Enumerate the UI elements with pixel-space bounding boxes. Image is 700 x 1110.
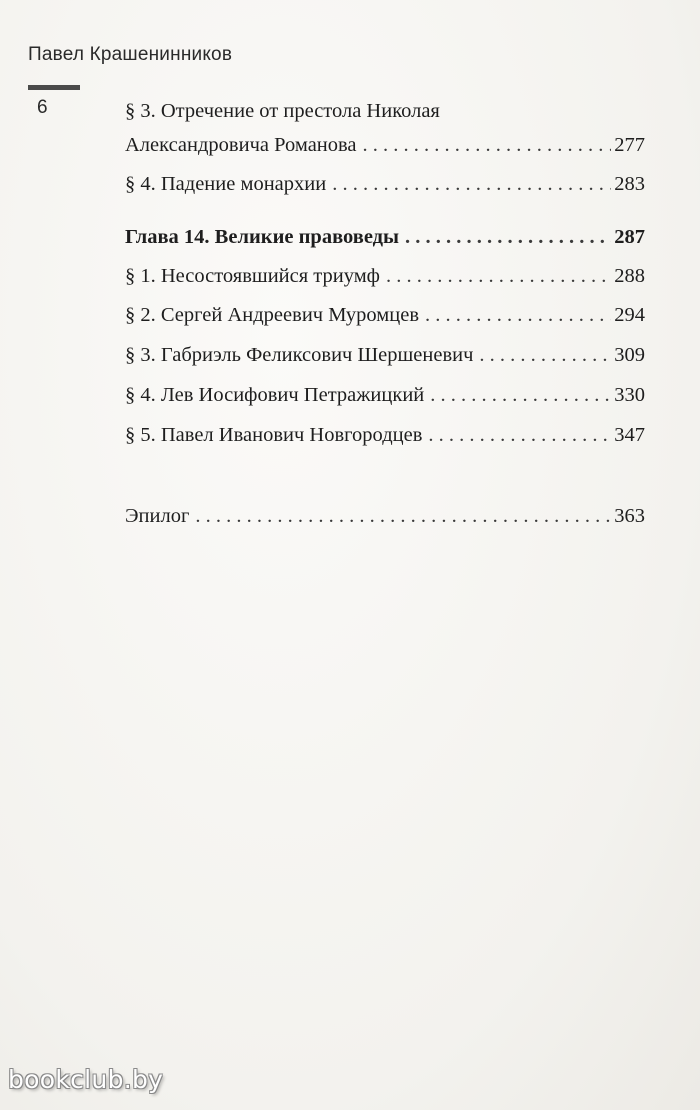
watermark-logo: bookclub.by bbox=[8, 1065, 164, 1094]
toc-chapter-title: Глава 14. Великие правоведы bbox=[125, 226, 400, 248]
toc-leader-dots bbox=[195, 505, 611, 528]
toc-entry-title: § 4. Падение монархии bbox=[125, 173, 327, 195]
toc-entry-page: 283 bbox=[614, 173, 645, 195]
toc-entry bbox=[125, 424, 645, 454]
toc-entry-title-line1: § 3. Отречение от престола Николая bbox=[125, 100, 440, 122]
toc-entry-title: § 1. Несостоявшийся триумф bbox=[125, 265, 380, 287]
toc-leader-dots bbox=[425, 304, 611, 327]
toc-leader-dots bbox=[479, 344, 611, 367]
toc-entry-page: 288 bbox=[614, 265, 645, 287]
toc-leader-dots bbox=[386, 265, 611, 288]
toc-entry bbox=[125, 505, 645, 535]
toc-entry bbox=[125, 384, 645, 414]
toc-entry-page: 287 bbox=[614, 226, 645, 248]
toc-entry-page: 277 bbox=[614, 134, 645, 156]
toc-entry-page: 347 bbox=[614, 424, 645, 446]
toc-entry bbox=[125, 100, 645, 130]
toc-entry-page: 363 bbox=[614, 505, 645, 527]
toc-entry bbox=[125, 304, 645, 334]
toc-leader-dots bbox=[363, 134, 612, 157]
toc-entry-title: § 3. Габриэль Феликсович Шершеневич bbox=[125, 344, 474, 366]
toc-leader-dots bbox=[430, 384, 611, 407]
toc-entry-title: Эпилог bbox=[125, 505, 190, 527]
toc-leader-dots bbox=[428, 424, 611, 447]
toc-entry bbox=[125, 134, 645, 164]
toc-leader-dots bbox=[405, 226, 611, 249]
toc-entry-page: 309 bbox=[614, 344, 645, 366]
toc-chapter-entry bbox=[125, 226, 645, 256]
toc-entry bbox=[125, 265, 645, 295]
toc-entry-page: 294 bbox=[614, 304, 645, 326]
page-number: 6 bbox=[37, 97, 48, 118]
toc-entry-title: § 4. Лев Иосифович Петражицкий bbox=[125, 384, 425, 406]
toc-entry-title: § 5. Павел Иванович Новгородцев bbox=[125, 424, 423, 446]
toc-entry-title: Александровича Романова bbox=[125, 134, 357, 156]
toc-entry bbox=[125, 173, 645, 203]
running-header-author: Павел Крашенинников bbox=[28, 44, 233, 65]
header-rule bbox=[28, 85, 80, 90]
toc-leader-dots bbox=[332, 173, 611, 196]
toc-entry-title: § 2. Сергей Андреевич Муромцев bbox=[125, 304, 420, 326]
toc-entry bbox=[125, 344, 645, 374]
toc-entry-page: 330 bbox=[614, 384, 645, 406]
